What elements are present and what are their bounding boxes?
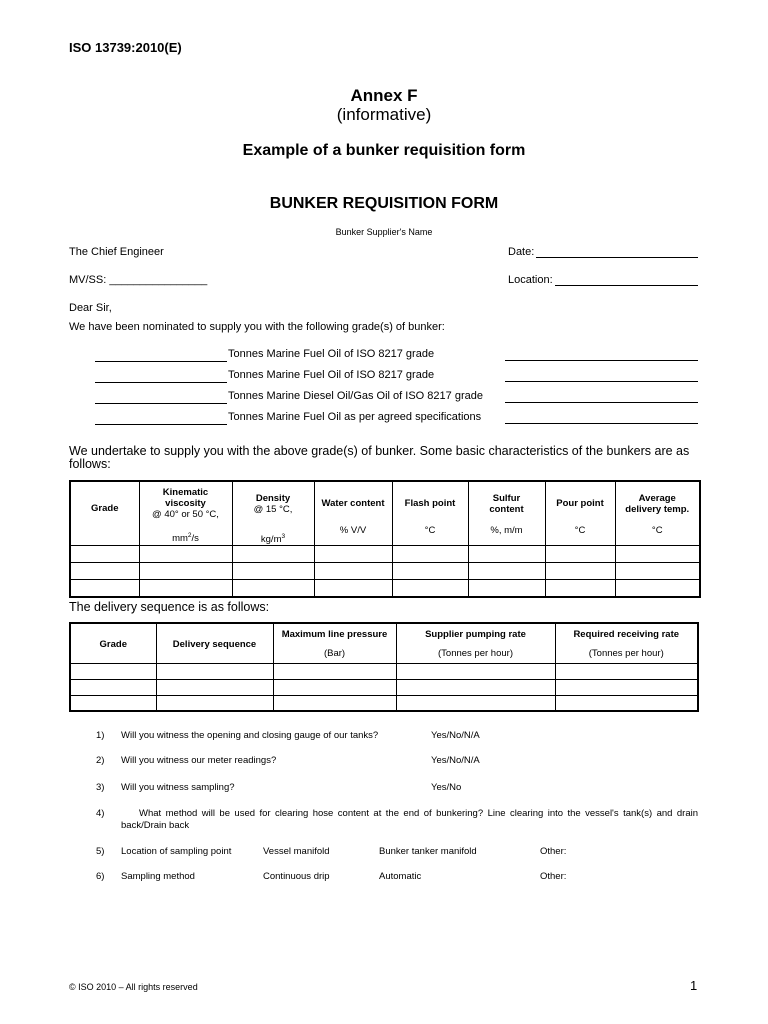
- example-title: Example of a bunker requisition form: [242, 142, 526, 159]
- table-cell[interactable]: [555, 679, 698, 695]
- annex-subtitle: (informative): [336, 105, 432, 124]
- grade-field-line-2[interactable]: [505, 381, 698, 382]
- table-cell[interactable]: [70, 663, 156, 679]
- grade-field-line-3[interactable]: [505, 402, 698, 403]
- question-text: Sampling method: [121, 871, 195, 882]
- question-text: Will you witness our meter readings?: [121, 755, 277, 766]
- table-cell[interactable]: [468, 563, 545, 580]
- header-flash-point: Flash point °C: [392, 481, 468, 546]
- table-cell[interactable]: [232, 580, 314, 597]
- question-number: 1): [96, 730, 105, 741]
- table-cell[interactable]: [139, 580, 232, 597]
- table-cell[interactable]: [396, 679, 555, 695]
- characteristics-table: [69, 480, 701, 598]
- table-cell[interactable]: [273, 663, 396, 679]
- table-cell[interactable]: [273, 695, 396, 711]
- table-cell[interactable]: [70, 546, 139, 563]
- table-cell[interactable]: [232, 546, 314, 563]
- table-cell[interactable]: [468, 546, 545, 563]
- table-cell[interactable]: [555, 695, 698, 711]
- question-text: Will you witness the opening and closing gauge of our tanks?: [121, 730, 379, 741]
- table-row: [70, 679, 698, 695]
- question-number: 2): [96, 755, 105, 766]
- question-answer[interactable]: Yes/No/N/A: [431, 730, 480, 741]
- grade-field-line-4[interactable]: [505, 423, 698, 424]
- question-text: What method will be used for clearing hose content at the end of bunkering? Line clearing into the vessel's tank(s) and drain back/Drain back: [121, 808, 698, 831]
- form-title: BUNKER REQUISITION FORM: [269, 195, 499, 212]
- grade-line-2: Tonnes Marine Fuel Oil of ISO 8217 grade: [228, 369, 435, 381]
- table-cell[interactable]: [70, 563, 139, 580]
- table-cell[interactable]: [392, 546, 468, 563]
- table-cell[interactable]: [396, 663, 555, 679]
- header-pour-point: Pour point °C: [545, 481, 615, 546]
- header-required-receiving-rate: Required receiving rate (Tonnes per hour): [555, 623, 698, 663]
- date-label: Date:: [508, 246, 535, 258]
- delivery-header-row: [70, 623, 698, 663]
- copyright-footer: © ISO 2010 – All rights reserved: [69, 982, 198, 992]
- header-water-content: Water content % V/V: [314, 481, 392, 546]
- header-max-line-pressure: Maximum line pressure (Bar): [273, 623, 396, 663]
- location-label: Location:: [508, 274, 553, 286]
- page-number: 1: [690, 978, 698, 993]
- characteristics-header-row: [70, 481, 700, 546]
- intro-text: We have been nominated to supply you with the following grade(s) of bunker:: [69, 321, 445, 333]
- header-sulfur-content: Sulfur content %, m/m: [468, 481, 545, 546]
- option-automatic[interactable]: Automatic: [379, 871, 422, 882]
- supplier-name-label: Bunker Supplier's Name: [335, 227, 433, 237]
- document-code: ISO 13739:2010(E): [69, 40, 182, 55]
- question-answer[interactable]: Yes/No/N/A: [431, 755, 480, 766]
- table-cell[interactable]: [314, 563, 392, 580]
- tonnes-field-line-3[interactable]: [95, 403, 227, 404]
- table-cell[interactable]: [70, 695, 156, 711]
- table-row: [70, 580, 700, 597]
- table-cell[interactable]: [70, 679, 156, 695]
- table-cell[interactable]: [156, 663, 273, 679]
- table-cell[interactable]: [545, 580, 615, 597]
- date-field-line[interactable]: [536, 257, 698, 258]
- table-cell[interactable]: [468, 580, 545, 597]
- header-kinematic-viscosity: Kinematic viscosity @ 40° or 50 °C, $mm^2/s$: [139, 481, 232, 546]
- undertake-text: We undertake to supply you with the above grade(s) of bunker. Some basic characteristics of the bunkers are as follows:: [69, 444, 690, 471]
- table-cell[interactable]: [555, 663, 698, 679]
- annex-title: Annex F: [350, 86, 418, 105]
- option-vessel-manifold[interactable]: Vessel manifold: [263, 846, 330, 857]
- table-cell[interactable]: [314, 580, 392, 597]
- header-grade: Grade: [70, 481, 139, 546]
- table-row: [70, 663, 698, 679]
- question-number: 4): [96, 808, 105, 819]
- table-cell[interactable]: [615, 563, 700, 580]
- question-text: Will you witness sampling?: [121, 782, 235, 793]
- table-cell[interactable]: [314, 546, 392, 563]
- header-supplier-pumping-rate: Supplier pumping rate (Tonnes per hour): [396, 623, 555, 663]
- header-density: Density @ 15 °C, $kg/m^3$: [232, 481, 314, 546]
- table-row: [70, 563, 700, 580]
- table-row: [70, 695, 698, 711]
- salutation: Dear Sir,: [69, 302, 112, 314]
- table-cell[interactable]: [156, 695, 273, 711]
- question-number: 3): [96, 782, 105, 793]
- option-continuous-drip[interactable]: Continuous drip: [263, 871, 330, 882]
- table-cell[interactable]: [156, 679, 273, 695]
- mvss-label: MV/SS: ________________: [69, 274, 208, 286]
- table-cell[interactable]: [615, 580, 700, 597]
- table-cell[interactable]: [70, 580, 139, 597]
- option-other[interactable]: Other:: [540, 846, 567, 857]
- option-bunker-tanker-manifold[interactable]: Bunker tanker manifold: [379, 846, 477, 857]
- header-delivery-sequence: Delivery sequence: [156, 623, 273, 663]
- question-text: Location of sampling point: [121, 846, 232, 857]
- option-other[interactable]: Other:: [540, 871, 567, 882]
- table-cell[interactable]: [139, 563, 232, 580]
- tonnes-field-line-2[interactable]: [95, 382, 227, 383]
- question-number: 6): [96, 871, 105, 882]
- grade-line-4: Tonnes Marine Fuel Oil as per agreed specifications: [228, 411, 482, 423]
- question-number: 5): [96, 846, 105, 857]
- table-cell[interactable]: [545, 563, 615, 580]
- grade-line-1: Tonnes Marine Fuel Oil of ISO 8217 grade: [228, 348, 435, 360]
- chief-engineer-label: The Chief Engineer: [69, 246, 164, 258]
- table-cell[interactable]: [396, 695, 555, 711]
- delivery-table: [69, 622, 699, 712]
- table-cell[interactable]: [392, 563, 468, 580]
- table-cell[interactable]: [615, 546, 700, 563]
- table-cell[interactable]: [392, 580, 468, 597]
- tonnes-field-line-4[interactable]: [95, 424, 227, 425]
- table-cell[interactable]: [139, 546, 232, 563]
- table-cell[interactable]: [273, 679, 396, 695]
- header-grade: Grade: [70, 623, 156, 663]
- table-cell[interactable]: [545, 546, 615, 563]
- delivery-intro: The delivery sequence is as follows:: [69, 600, 270, 614]
- tonnes-field-line-1[interactable]: [95, 361, 227, 362]
- table-row: [70, 546, 700, 563]
- location-field-line[interactable]: [555, 285, 698, 286]
- grade-field-line-1[interactable]: [505, 360, 698, 361]
- table-cell[interactable]: [232, 563, 314, 580]
- header-average-delivery-temp: Average delivery temp. °C: [615, 481, 700, 546]
- question-answer[interactable]: Yes/No: [431, 782, 462, 793]
- grade-line-3: Tonnes Marine Diesel Oil/Gas Oil of ISO 8217 grade: [228, 390, 483, 402]
